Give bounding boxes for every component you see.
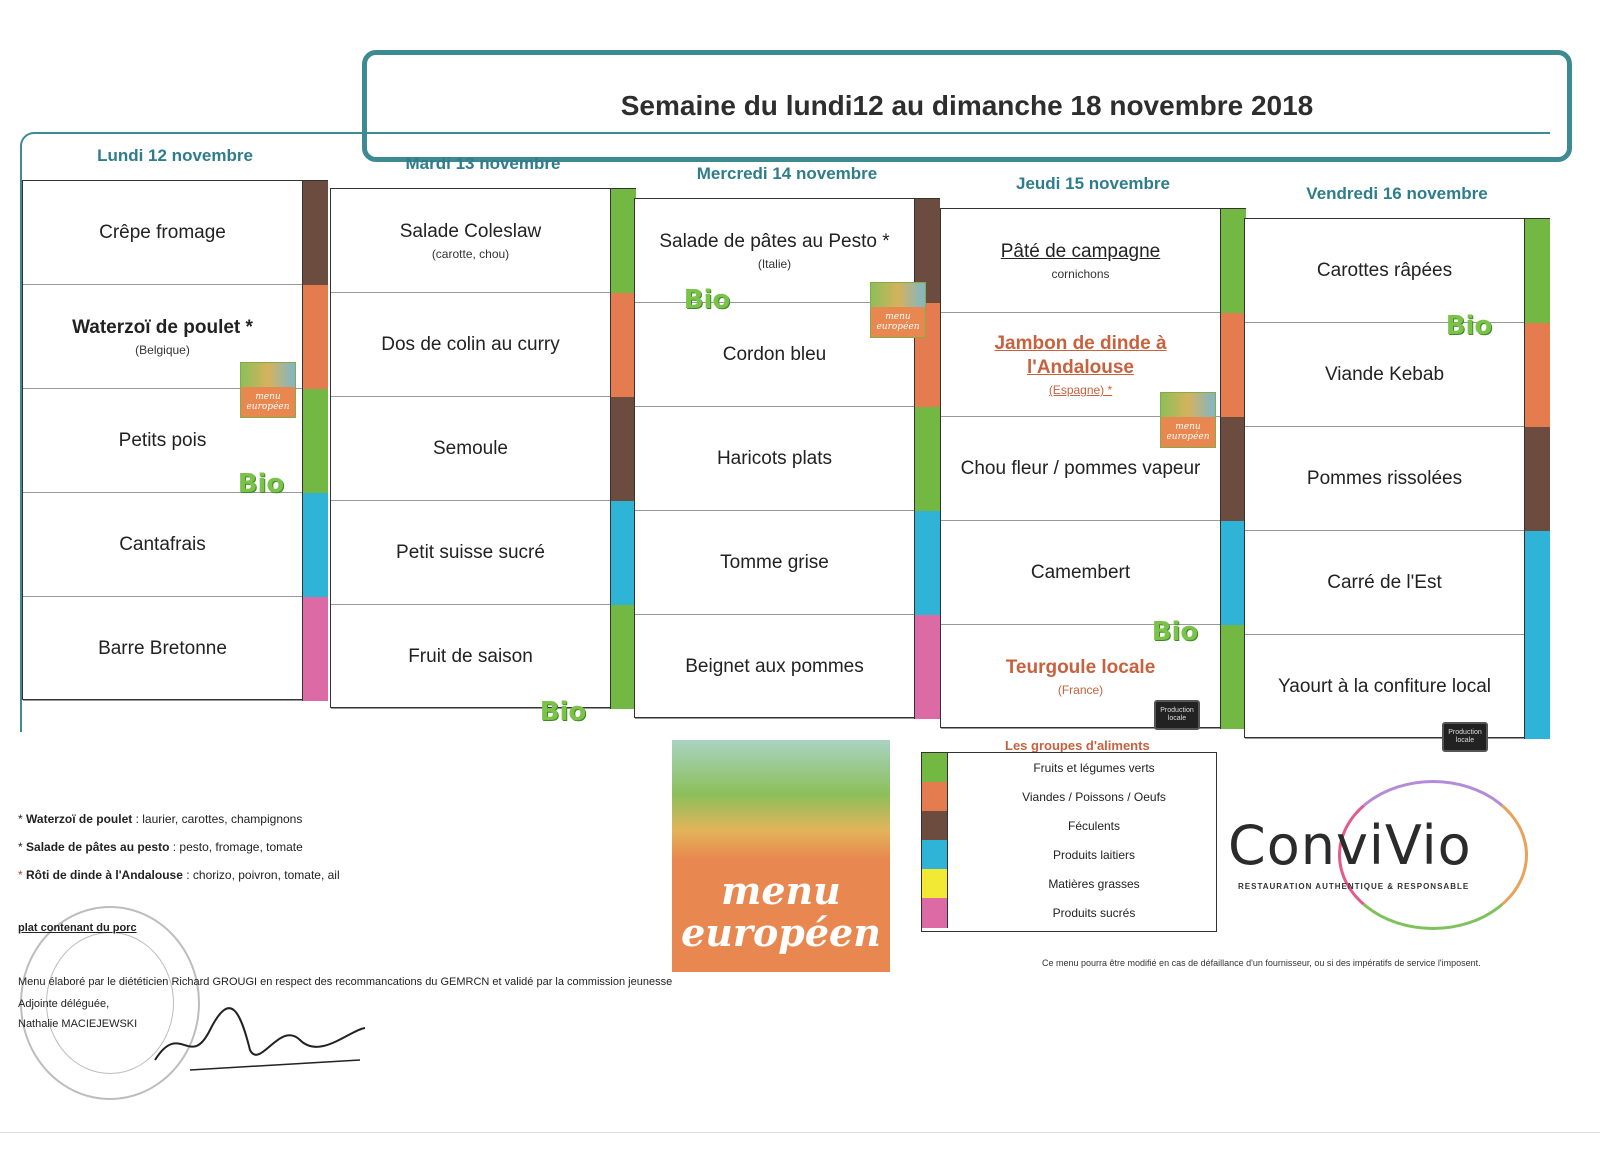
dish-name: Cantafrais (119, 533, 206, 555)
food-group-bar (1220, 209, 1246, 313)
bio-badge: Bio (1151, 617, 1199, 647)
food-group-bar (1220, 313, 1246, 417)
day-menu (330, 188, 636, 708)
day-menu (1244, 218, 1550, 738)
legend-item (922, 869, 1216, 899)
dish-detail: (Espagne) * (1048, 383, 1113, 398)
menu-row (1245, 531, 1524, 635)
menu-row (331, 189, 610, 293)
signer-name: Nathalie MACIEJEWSKI (18, 1018, 138, 1030)
dish-name: Haricots plats (716, 447, 833, 469)
legend-swatch (922, 811, 948, 841)
ingredient-notes (18, 812, 340, 896)
legend-label: Produits sucrés (1052, 906, 1136, 920)
legend-swatch (922, 782, 948, 812)
legend-item (922, 840, 1216, 870)
europe-landmarks-illustration (672, 740, 890, 860)
day-header: Jeudi 15 novembre (1015, 174, 1170, 193)
dish-name: Cordon bleu (722, 343, 827, 365)
dish-name: Beignet aux pommes (685, 655, 864, 677)
food-group-bar (914, 407, 940, 511)
menu-row (331, 501, 610, 605)
dish-name: Viande Kebab (1324, 363, 1445, 385)
dish-name: Yaourt à la confiture local (1278, 675, 1491, 697)
ingredient-note: * Rôti de dinde à l'Andalouse : chorizo, poivron, tomate, ail (18, 868, 340, 882)
dish-name: Jambon de dinde à l'Andalouse (994, 332, 1167, 378)
menu-row (941, 521, 1220, 625)
day-column (1244, 170, 1550, 738)
legend-label: Féculents (1067, 819, 1121, 833)
menu-europeen-badge: menu européen (870, 282, 926, 338)
menu-europeen-badge: menu européen (240, 362, 296, 418)
dish-detail: (carotte, chou) (431, 247, 510, 262)
dish-name: Pommes rissolées (1306, 467, 1463, 489)
day-header: Vendredi 16 novembre (1306, 184, 1488, 203)
day-header: Lundi 12 novembre (97, 146, 253, 165)
menu-row (635, 511, 914, 615)
food-group-bar (302, 181, 328, 285)
dish-name: Crêpe fromage (99, 221, 226, 243)
legend-label: Matières grasses (1048, 877, 1140, 891)
legend-item (922, 753, 1216, 783)
legend-item (922, 898, 1216, 928)
page-bottom-line (0, 1132, 1600, 1133)
legend-swatch (922, 898, 948, 928)
food-groups-legend (921, 752, 1217, 932)
food-group-bar (1220, 625, 1246, 729)
menu-row (23, 493, 302, 597)
dietician-note: Menu élaboré par le diététicien Richard GROUGI en respect des recommancations du GEMRCN et validé par la commission jeunesse (18, 976, 673, 988)
food-group-bar (1524, 323, 1550, 427)
dish-name: Camembert (1030, 561, 1131, 583)
food-group-bar (610, 501, 636, 605)
food-group-bar (1220, 521, 1246, 625)
page-title: Semaine du lundi12 au dimanche 18 novembre 2018 (620, 90, 1314, 121)
legend-label: Fruits et légumes verts (1033, 761, 1155, 775)
menu-europeen-logo: menu européen (672, 740, 890, 972)
convivio-logo: ConviVio RESTAURATION AUTHENTIQUE & RESPONSABLE (1228, 780, 1528, 930)
signature (150, 1000, 370, 1080)
menu-row (331, 293, 610, 397)
food-group-bar (1524, 427, 1550, 531)
dish-detail: (Italie) (757, 257, 792, 272)
food-group-bar (302, 493, 328, 597)
food-group-bar (1524, 531, 1550, 635)
dish-name: Salade de pâtes au Pesto * (659, 230, 890, 252)
dish-detail: cornichons (1051, 267, 1110, 282)
dish-name: Carottes râpées (1316, 259, 1453, 281)
food-group-bar (1524, 219, 1550, 323)
day-header: Mercredi 14 novembre (696, 164, 878, 183)
day-column (330, 140, 636, 708)
menu-row (331, 397, 610, 501)
disclaimer: Ce menu pourra être modifié en cas de défaillance d'un fournisseur, ou si des impératifs de service l'imposent. (1042, 958, 1481, 968)
dish-name: Fruit de saison (408, 645, 533, 667)
dish-name: Salade Coleslaw (399, 220, 542, 242)
day-menu (634, 198, 940, 718)
signer-title: Adjointe déléguée, (18, 998, 110, 1010)
dish-name: Chou fleur / pommes vapeur (960, 457, 1201, 479)
legend-swatch (922, 753, 948, 783)
dish-name: Waterzoï de poulet * (72, 316, 253, 338)
legend-swatch (922, 869, 948, 899)
dish-name: Teurgoule locale (1005, 656, 1156, 678)
menu-row (23, 181, 302, 285)
legend-label: Viandes / Poissons / Oeufs (1022, 790, 1166, 804)
menu-row (635, 615, 914, 719)
food-group-bar (302, 597, 328, 701)
dish-name: Petits pois (118, 429, 207, 451)
day-header: Mardi 13 novembre (405, 154, 561, 173)
food-group-bar (610, 189, 636, 293)
menu-europeen-badge: menu européen (1160, 392, 1216, 448)
menu-row (23, 597, 302, 701)
ingredient-note: * Salade de pâtes au pesto : pesto, fromage, tomate (18, 840, 303, 854)
dish-name: Barre Bretonne (98, 637, 227, 659)
legend-item (922, 782, 1216, 812)
food-group-bar (914, 615, 940, 719)
menu-row (1245, 427, 1524, 531)
legend-title: Les groupes d'aliments (1005, 738, 1150, 753)
pork-note: plat contenant du porc (18, 922, 137, 934)
ingredient-note: * Waterzoï de poulet : laurier, carottes, champignons (18, 812, 303, 826)
food-group-bar (610, 605, 636, 709)
menu-row (635, 407, 914, 511)
production-locale-badge: Production locale (1154, 700, 1200, 730)
legend-swatch (922, 840, 948, 870)
food-group-bar (610, 293, 636, 397)
legend-label: Produits laitiers (1052, 848, 1136, 862)
food-group-bar (610, 397, 636, 501)
dish-name: Pâté de campagne (1000, 240, 1161, 262)
bio-badge: Bio (237, 469, 285, 499)
bio-badge: Bio (539, 697, 587, 727)
food-group-bar (1220, 417, 1246, 521)
food-group-bar (1524, 635, 1550, 739)
food-group-bar (302, 389, 328, 493)
dish-detail: (France) (1057, 683, 1104, 698)
dish-name: Carré de l'Est (1327, 571, 1442, 593)
dish-name: Petit suisse sucré (396, 541, 545, 563)
dish-detail: (Belgique) (135, 343, 190, 358)
legend-item (922, 811, 1216, 841)
dish-name: Dos de colin au curry (381, 333, 560, 355)
bio-badge: Bio (1445, 311, 1493, 341)
dish-name: Tomme grise (720, 551, 829, 573)
day-menu (22, 180, 328, 700)
dish-name: Semoule (433, 437, 508, 459)
day-menu (940, 208, 1246, 728)
production-locale-badge: Production locale (1442, 722, 1488, 752)
food-group-bar (914, 511, 940, 615)
day-column (634, 150, 940, 718)
menu-row (941, 209, 1220, 313)
bio-badge: Bio (683, 285, 731, 315)
food-group-bar (302, 285, 328, 389)
